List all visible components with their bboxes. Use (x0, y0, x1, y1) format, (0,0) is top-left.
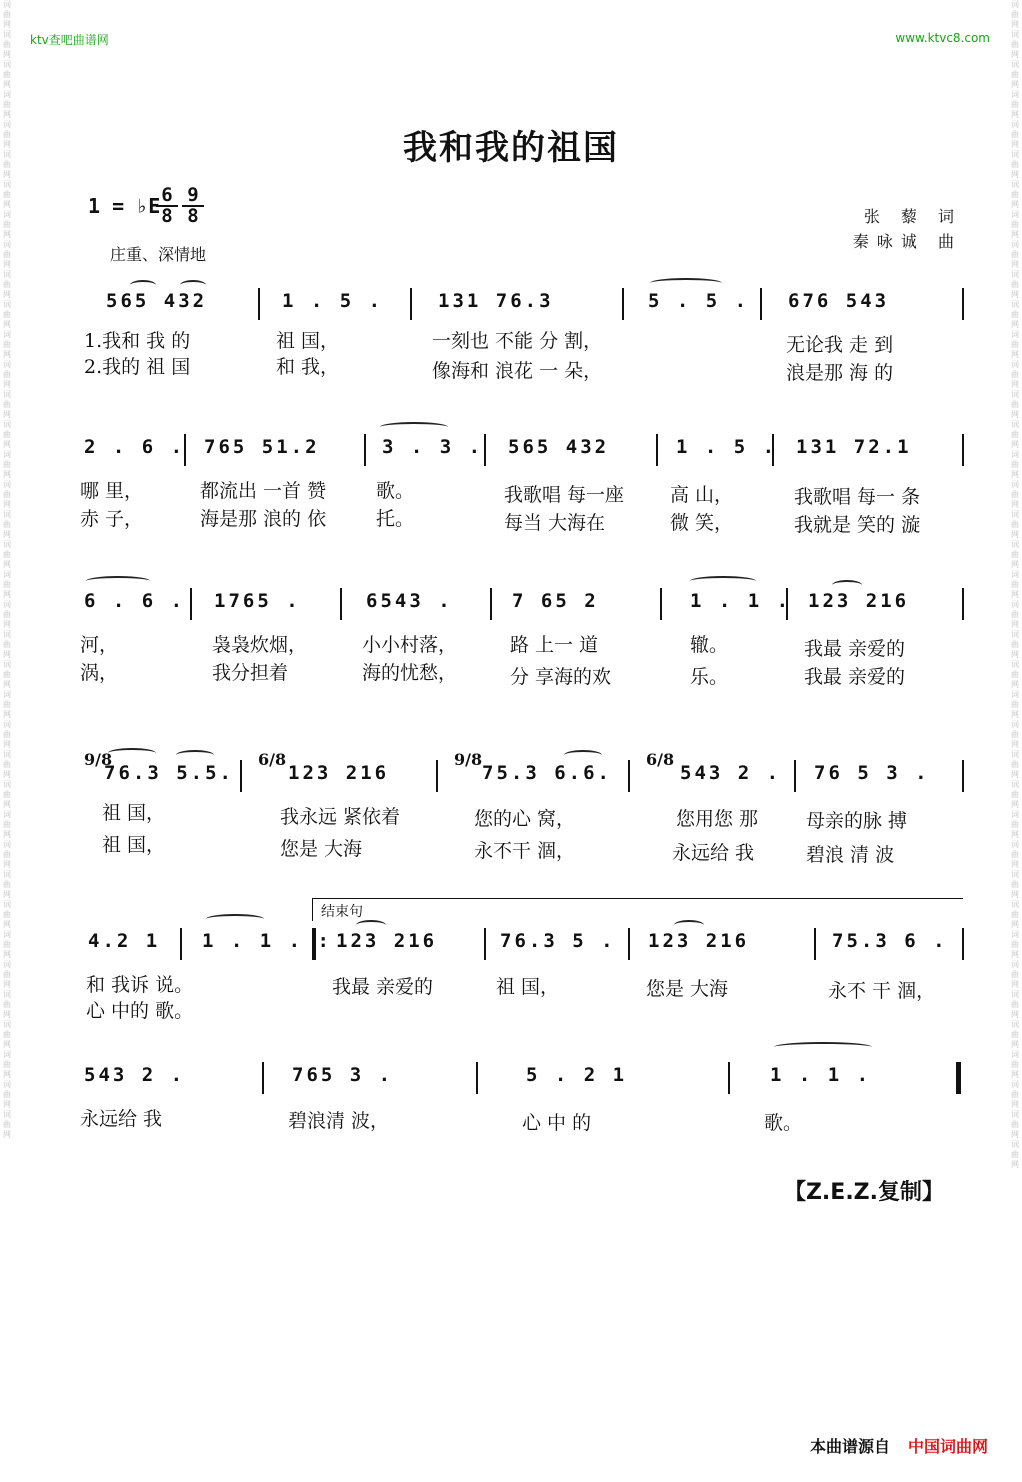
notes-r3-m2: 1765 . (214, 590, 301, 612)
notes-r3-m3: 6543 . (366, 590, 453, 612)
lyric-r2-v2: 我就是 笑的 漩 (794, 514, 921, 536)
lyric-r1-v2: 和 我， (276, 356, 340, 378)
time-change-mark: 9/8 (84, 750, 113, 769)
time-change-mark: 6/8 (646, 750, 675, 769)
time-signature-9-8: 9 8 (182, 186, 204, 226)
notes-r1-m2: 1 . 5 . (282, 290, 384, 312)
source-footer (810, 1434, 988, 1457)
notes-r4-m3: 75.3 6.6. (482, 762, 612, 784)
notes-r2-m6: 131 72.1 (796, 436, 912, 458)
song-title: 我和我的祖国 (403, 128, 619, 168)
notes-r4-m5: 76 5 3 . (814, 762, 930, 784)
score-row-3 (0, 588, 1022, 698)
notes-r3-m6: 123 216 (808, 590, 910, 612)
notes-r1-m4: 5 . 5 . (648, 290, 750, 312)
lyric-r1-v1: 1.我和 我 的 (84, 330, 191, 352)
notes-r1-m1: 565 432 (106, 290, 208, 312)
watermark-right: 词曲网词曲网词曲网词曲网词曲网词曲网词曲网词曲网词曲网词曲网词曲网词曲网词曲网词曲网词曲网词曲网词曲网词曲网词曲网词曲网词曲网词曲网词曲网词曲网词曲网词曲网词曲网词曲网词曲网词曲网词曲网词曲网词曲网词曲网词曲网词曲网词曲网词曲网词曲网 (1011, 0, 1019, 1169)
score-row-5 (0, 928, 1022, 1038)
composer-credit: 秦咏诚 曲 (852, 232, 962, 251)
lyric-r4-v1: 我永远 紧依着 (280, 806, 401, 828)
lyric-r4-v2: 永不干 涸， (474, 840, 576, 862)
notes-r5-m3: 123 216 (336, 930, 438, 952)
lyric-r2-v2: 每当 大海在 (504, 512, 606, 534)
notes-r6-m1: 543 2 . (84, 1064, 186, 1086)
lyric-r4-v1: 祖 国， (102, 802, 166, 824)
score-row-2 (0, 434, 1022, 544)
lyric-r5-v1: 和 我诉 说。 (86, 974, 194, 996)
notes-r3-m1: 6 . 6 . (84, 590, 186, 612)
lyric-r1-v2: 浪是那 海 的 (786, 362, 894, 384)
time-change-mark: 9/8 (454, 750, 483, 769)
lyric-r3-v2: 乐。 (690, 666, 729, 688)
lyric-r3-v2: 我最 亲爱的 (804, 666, 906, 688)
score-row-6 (0, 1062, 1022, 1172)
header-site-url[interactable]: www.ktvc8.com (895, 31, 990, 45)
notes-r4-m2: 123 216 (288, 762, 390, 784)
tempo-marking: 庄重、深情地 (110, 245, 207, 264)
lyric-r5-v1: 您是 大海 (646, 978, 729, 1000)
lyric-r3-v2: 海的忧愁， (362, 662, 458, 684)
lyric-r2-v1: 高 山， (670, 484, 734, 506)
lyric-r3-v2: 分 享海的欢 (510, 666, 612, 688)
lyric-r4-v1: 母亲的脉 搏 (806, 810, 908, 832)
notes-r3-m4: 7 65 2 (512, 590, 599, 612)
notes-r5-m6: 75.3 6 . (832, 930, 948, 952)
notes-r6-m2: 765 3 . (292, 1064, 394, 1086)
notes-r2-m1: 2 . 6 . (84, 436, 186, 458)
time-change-mark: 6/8 (258, 750, 287, 769)
notes-r5-m4: 76.3 5 . (500, 930, 616, 952)
lyric-r6-v1: 永远给 我 (80, 1108, 163, 1130)
lyric-r3-v1: 小小村落， (362, 634, 458, 656)
lyric-r4-v1: 您用您 那 (676, 808, 759, 830)
ending-bracket (312, 898, 963, 921)
lyric-r3-v1: 路 上一 道 (510, 634, 599, 656)
notes-r5-m5: 123 216 (648, 930, 750, 952)
lyric-r5-v2: 心 中的 歌。 (86, 1000, 194, 1022)
notes-r6-m4: 1 . 1 . (770, 1064, 872, 1086)
header-site-name[interactable]: ktv查吧曲谱网 (30, 33, 109, 47)
lyric-r1-v1: 一刻也 不能 分 割， (432, 330, 603, 352)
notes-r2-m2: 765 51.2 (204, 436, 320, 458)
lyric-r2-v1: 我歌唱 每一 条 (794, 486, 921, 508)
lyric-r4-v2: 永远给 我 (672, 842, 755, 864)
lyric-r4-v2: 碧浪 清 波 (806, 844, 895, 866)
notes-r5-m2: 1 . 1 . : (202, 930, 332, 952)
lyric-r1-v1: 祖 国， (276, 330, 340, 352)
lyric-r6-v1: 心 中 的 (522, 1112, 592, 1134)
lyric-r6-v1: 歌。 (764, 1112, 803, 1134)
lyric-r4-v2: 祖 国， (102, 834, 166, 856)
lyric-r2-v2: 托。 (376, 508, 415, 530)
copy-credit: 【Z.E.Z.复制】 (783, 1180, 944, 1205)
lyric-r5-v1: 我最 亲爱的 (332, 976, 434, 998)
lyric-r3-v1: 我最 亲爱的 (804, 638, 906, 660)
watermark-left: 词曲网词曲网词曲网词曲网词曲网词曲网词曲网词曲网词曲网词曲网词曲网词曲网词曲网词曲网词曲网词曲网词曲网词曲网词曲网词曲网词曲网词曲网词曲网词曲网词曲网词曲网词曲网词曲网词曲网词曲网词曲网词曲网词曲网词曲网词曲网词曲网词曲网词曲网 (3, 0, 11, 1139)
notes-r4-m1: 76.3 5.5. (104, 762, 234, 784)
lyric-r2-v1: 都流出 一首 赞 (200, 480, 327, 502)
score-row-1 (0, 288, 1022, 398)
notes-r2-m5: 1 . 5 . (676, 436, 778, 458)
source-label: 本曲谱源自 (809, 1437, 890, 1456)
lyric-r5-v1: 祖 国， (496, 976, 560, 998)
lyric-r2-v1: 我歌唱 每一座 (504, 484, 625, 506)
notes-r4-m4: 543 2 . (680, 762, 782, 784)
score-row-4 (0, 750, 1022, 870)
lyric-r3-v1: 袅袅炊烟， (212, 634, 308, 656)
lyric-r2-v1: 哪 里， (80, 480, 144, 502)
lyric-r1-v2: 2.我的 祖 国 (84, 356, 191, 378)
notes-r1-m3: 131 76.3 (438, 290, 554, 312)
lyric-r4-v2: 您是 大海 (280, 838, 363, 860)
notes-r3-m5: 1 . 1 . (690, 590, 792, 612)
notes-r2-m4: 565 432 (508, 436, 610, 458)
lyric-r1-v2: 像海和 浪花 一 朵， (432, 360, 603, 382)
lyric-r3-v2: 涡， (80, 662, 119, 684)
ending-label: 结束句 (321, 904, 363, 920)
lyric-r2-v2: 海是那 浪的 依 (200, 508, 327, 530)
key-signature: 1 = ♭E (88, 194, 161, 218)
notes-r6-m3: 5 . 2 1 (526, 1064, 628, 1086)
notes-r2-m3: 3 . 3 . (382, 436, 484, 458)
notes-r1-m5: 676 543 (788, 290, 890, 312)
time-signature-6-8: 6 8 (156, 186, 178, 226)
lyric-r3-v2: 我分担着 (212, 662, 289, 684)
lyric-r4-v1: 您的心 窝， (474, 808, 576, 830)
lyric-r2-v2: 赤 子， (80, 508, 144, 530)
source-site-link[interactable]: 中国词曲网 (907, 1437, 988, 1456)
lyric-r3-v1: 辙。 (690, 634, 729, 656)
lyric-r1-v1: 无论我 走 到 (786, 334, 894, 356)
lyric-r2-v1: 歌。 (376, 480, 415, 502)
lyric-r2-v2: 微 笑， (670, 512, 734, 534)
notes-r5-m1: 4.2 1 (88, 930, 161, 952)
lyric-r6-v1: 碧浪清 波， (288, 1110, 390, 1132)
lyricist-credit: 张 藜 词 (863, 207, 962, 226)
lyric-r5-v1: 永不 干 涸， (828, 980, 936, 1002)
lyric-r3-v1: 河， (80, 634, 119, 656)
